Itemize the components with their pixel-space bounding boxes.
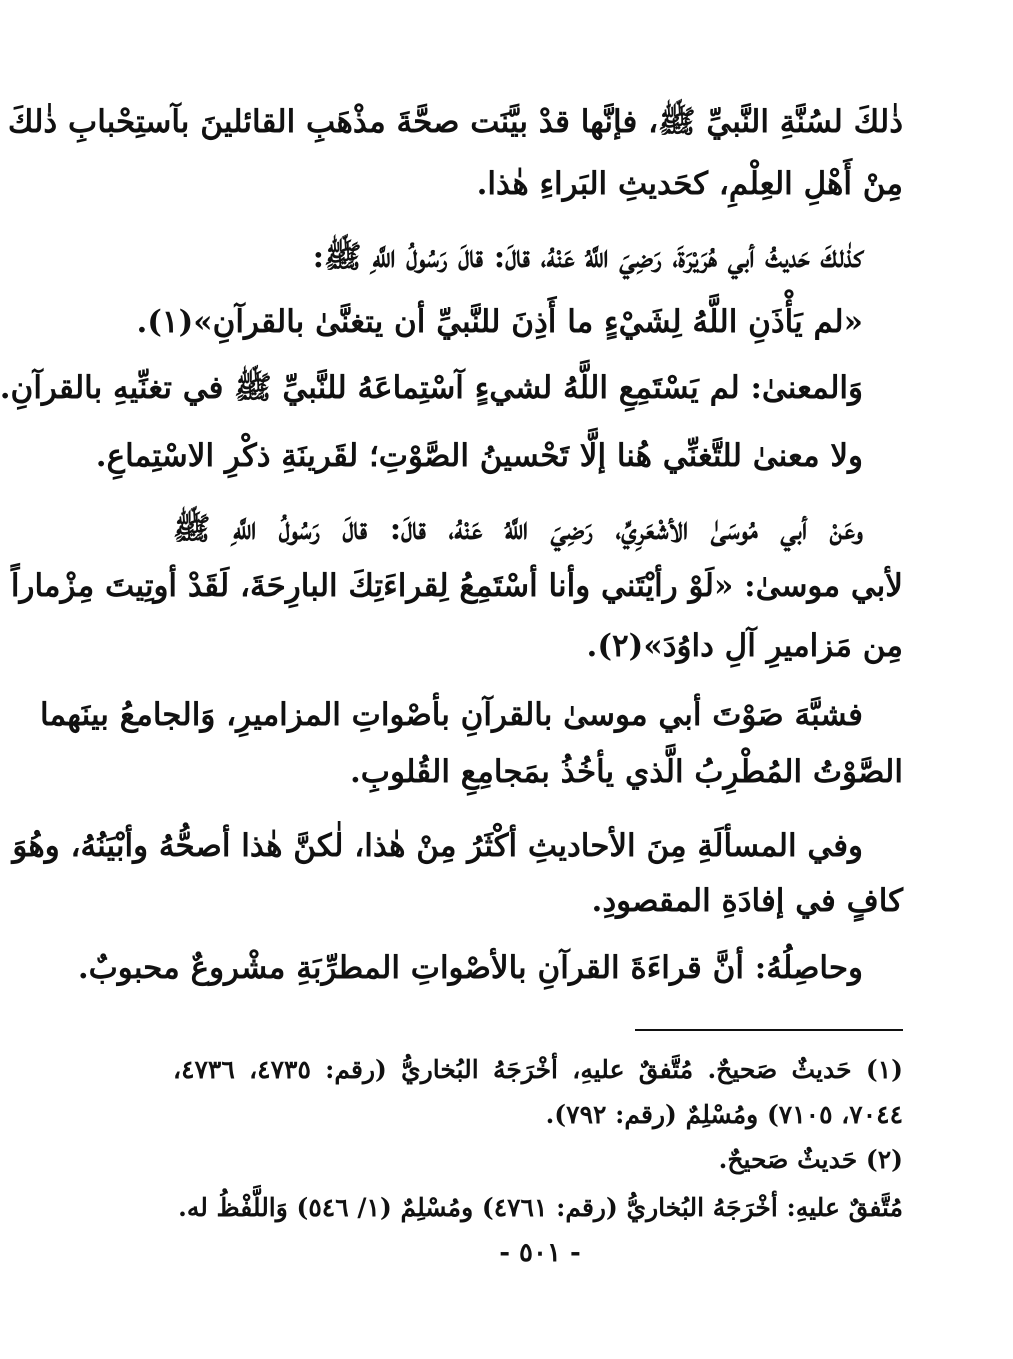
body-line: «لم يَأْذَنِ اللَّهُ لِشَيْءٍ ما أَذِنَ للنَّبيِّ أن يتغنَّىٰ بالقرآنِ»(١). xyxy=(136,304,863,340)
body-line: وَالمعنىٰ: لم يَسْتَمِعِ اللَّهُ لشيءٍ آسْتِماعَهُ للنَّبيِّ ﷺ في تغنِّيهِ بالقرآنِ. xyxy=(0,370,863,406)
body-line: مِنْ أَهْلِ العِلْمِ، كحَديثِ البَراءِ هٰذا. xyxy=(476,166,903,202)
page-number: - ٥٠١ - xyxy=(499,1238,581,1268)
body-line: كذٰلكَ حَديثُ أبي هُرَيْرَةَ، رَضِيَ اللَّهُ عَنْهُ، قالَ: قالَ رَسُولُ اللَّهِ ﷺ: xyxy=(312,239,863,275)
body-line: لأبي موسىٰ: «لَوْ رأيْتَني وأنا أسْتَمِعُ لِقراءَتِكَ البارِحَةَ، لَقَدْ أوتِيتَ مِزْماراً xyxy=(10,568,903,604)
footnote-line: (٢) حَديثٌ صَحيحٌ. xyxy=(718,1145,903,1174)
body-line: وحاصِلُهُ: أنَّ قراءَةَ القرآنِ بالأصْواتِ المطرِّبَةِ مشْروعٌ محبوبٌ. xyxy=(77,950,863,986)
body-line: ولا معنىٰ للتَّغنِّي هُنا إلَّا تَحْسينُ الصَّوْتِ؛ لقَرينَةِ ذكْرِ الاسْتِماعِ. xyxy=(95,438,863,474)
footnote-line: (١) حَديثٌ صَحيحٌ. مُتَّفقٌ عليهِ، أخْرَجَهُ البُخاريُّ (رقم: ٤٧٣٥، ٤٧٣٦، xyxy=(173,1055,903,1084)
body-line: كافٍ في إفادَةِ المقصودِ. xyxy=(591,883,903,919)
body-line: وعَنْ أبي مُوسَىٰ الأشْعَرِيِّ، رَضِيَ اللَّهُ عَنْهُ، قالَ: قالَ رَسُولُ اللَّهِ ﷺ xyxy=(173,511,863,547)
body-line: فشبَّهَ صَوْتَ أبي موسىٰ بالقرآنِ بأصْواتِ المزاميرِ، وَالجامعُ بينَهما xyxy=(39,697,863,733)
footnote-line: ٧٠٤٤، ٧١٠٥) ومُسْلِمٌ (رقم: ٧٩٢). xyxy=(545,1100,903,1129)
body-line: وفي المسألَةِ مِنَ الأحاديثِ أكْثَرُ مِنْ هٰذا، لٰكنَّ هٰذا أصحُّهُ وأبْيَنُهُ، وهُوَ xyxy=(12,828,863,864)
body-line: ذٰلكَ لسُنَّةِ النَّبيِّ ﷺ، فإنَّها قدْ بيَّنَت صحَّةَ مذْهَبِ القائلينَ بآستِحْبابِ ذٰلكَ xyxy=(7,104,903,140)
body-line: مِن مَزاميرِ آلِ داوُدَ»(٢). xyxy=(586,628,903,664)
body-line: الصَّوْتُ المُطْرِبُ الَّذي يأخُذُ بمَجامِعِ القُلوبِ. xyxy=(349,754,903,790)
footnote-line: مُتَّفقٌ عليهِ: أخْرَجَهُ البُخاريُّ (رقم: ٤٧٦١) ومُسْلِمٌ (١/ ٥٤٦) وَاللَّفْظُ له. xyxy=(178,1193,903,1222)
footnote-separator xyxy=(635,1029,903,1031)
